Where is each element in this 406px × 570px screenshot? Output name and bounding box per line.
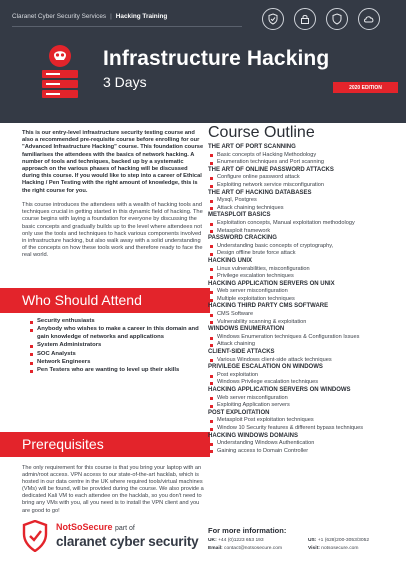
- outline-section-heading: HACKING APPLICATION SERVERS ON UNIX: [208, 280, 335, 287]
- outline-item: Attack chaining techniques: [208, 205, 400, 213]
- notsosecure-shield-icon: [22, 520, 48, 552]
- shield-check-icon: [262, 8, 284, 30]
- prereq-body: The only requirement for this course is that you bring your laptop with an admin/root access. VPN access to our state-of-the-art hacklab, which is hosted in our data centre in the UK where required tools/virtual machines (VMs) will be found, will be provided during the course. We also provide a dedicated Kali VM to each attendee on the hacklab, so you don't need to bring any VMs with you, all you need is to install the VPN client and you are good to go!: [22, 465, 204, 514]
- outline-item: Gaining access to Domain Controller: [208, 448, 400, 456]
- attend-title: Who Should Attend: [22, 292, 142, 308]
- brand-footer: [22, 518, 217, 563]
- outline-section-heading: THE ART OF ONLINE PASSWORD ATTACKS: [208, 166, 334, 173]
- outline-item: Exploiting network service misconfiguration: [208, 182, 400, 190]
- shield-icon: [326, 8, 348, 30]
- outline-section-heading: CLIENT-SIDE ATTACKS: [208, 349, 275, 356]
- outline-item: Understanding basic concepts of cryptography,: [208, 243, 400, 251]
- contact-visit: [308, 546, 358, 551]
- parent-brand: claranet cyber security: [56, 534, 199, 549]
- outline-section-heading: METASPLOIT BASICS: [208, 212, 271, 219]
- email-label: Email:: [208, 546, 223, 551]
- outline-item: Vulnerability scanning & exploitation: [208, 319, 400, 327]
- outline-section-heading: WINDOWS ENUMERATION: [208, 326, 285, 333]
- outline-item: Understanding Windows Authentication: [208, 440, 400, 448]
- course-duration: 3 Days: [103, 74, 147, 90]
- company-name: Claranet Cyber Security Services: [12, 13, 107, 20]
- email-link[interactable]: contact@notsosecure.com: [224, 546, 283, 551]
- contact-uk: [208, 538, 264, 543]
- outline-item: Windows Enumeration techniques & Configuration Issues: [208, 334, 400, 342]
- prereq-title: Prerequisites: [22, 436, 104, 452]
- brand-part-of: part of: [115, 525, 135, 532]
- outline-section-heading: HACKING APPLICATION SERVERS ON WINDOWS: [208, 387, 351, 393]
- intro-body: This course introduces the attendees with a wealth of hacking tools and techniques crucial in getting started in this dynamic field of hacking. The course begins with laying a foundation for everyone by discussing the basic concepts and gradually builds up to the level where attendees not only use the tools and techniques to hack various components involved in infrastructure hacking, but also walk away with a solid understanding of the concepts on how these tools work and therefore ready to face the real world.: [22, 202, 203, 259]
- topbar-divider: [12, 26, 242, 27]
- list-item: SOC Analysts: [30, 351, 210, 358]
- outline-item: Attack chaining: [208, 341, 400, 349]
- header-banner: [0, 0, 406, 123]
- outline-section-heading: HACKING UNIX: [208, 257, 253, 264]
- list-item: Network Engineers: [30, 359, 210, 366]
- outline-item: Multiple exploitation techniques: [208, 296, 400, 304]
- visit-label: Visit:: [308, 546, 320, 551]
- outline-item: Configure online password attack: [208, 174, 400, 182]
- category-label: Hacking Training: [115, 13, 168, 20]
- uk-label: UK:: [208, 538, 217, 543]
- outline-item: Enumeration techniques and Port scanning: [208, 159, 400, 167]
- outline-item: Various Windows client-side attack techniques: [208, 357, 400, 365]
- outline-item: Mysql, Postgres: [208, 197, 400, 205]
- brand-name: [56, 522, 135, 532]
- topbar: [12, 13, 167, 20]
- outline-item: Exploiting Application servers: [208, 402, 400, 410]
- us-label: US:: [308, 538, 317, 543]
- outline-section-heading: HACKING WINDOWS DOMAINS: [208, 432, 298, 439]
- outline-item: CMS Software: [208, 311, 400, 319]
- list-item: Security enthusiasts: [30, 318, 210, 325]
- outline-section-heading: THE ART OF HACKING DATABASES: [208, 189, 312, 196]
- outline-section-heading: THE ART OF PORT SCANNING: [208, 144, 296, 150]
- brand-name-text: NotSoSecure: [56, 522, 113, 532]
- list-item: Pen Testers who are wanting to level up their skills: [30, 367, 210, 374]
- topbar-separator: |: [110, 13, 112, 20]
- cloud-icon: [358, 8, 380, 30]
- outline-item: Privilege escalation techniques: [208, 273, 400, 281]
- outline-item: Metasploit Post exploitation techniques: [208, 417, 400, 425]
- outline-section-heading: PASSWORD CRACKING: [208, 235, 277, 242]
- us-phone: +1 (628)200-3053/3052: [317, 538, 370, 543]
- outline-section-heading: PRIVILEGE ESCALATION ON WINDOWS: [208, 364, 323, 371]
- header-icons: [262, 8, 390, 30]
- edition-badge: 2020 EDITION: [333, 82, 398, 93]
- list-item: Anybody who wishes to make a career in this domain and gain knowledge of networks and applications: [30, 326, 210, 341]
- outline-section-heading: HACKING THIRD PARTY CMS SOFTWARE: [208, 303, 329, 310]
- outline-item: Web server misconfiguration: [208, 395, 400, 403]
- outline-item: Basic concepts of Hacking Methodology: [208, 152, 400, 160]
- outline-section-heading: POST EXPLOITATION: [208, 409, 270, 416]
- lock-icon: [294, 8, 316, 30]
- skull-server-icon: [40, 43, 80, 101]
- outline-item: Window 10 Security features & different bypass techniques: [208, 425, 400, 433]
- outline-item: Design offline brute force attack: [208, 250, 400, 258]
- outline-item: Post exploitation: [208, 372, 400, 380]
- outline-item: Metasploit framework: [208, 228, 400, 236]
- outline-title: Course Outline: [208, 124, 315, 141]
- contact-email: [208, 546, 282, 551]
- course-outline: [208, 144, 400, 455]
- list-item: System Administrators: [30, 342, 210, 349]
- contact-us: [308, 538, 369, 543]
- outline-item: Exploitation concepts, Manual exploitation methodology: [208, 220, 400, 228]
- uk-phone: +44 (0)1223 653 193: [218, 538, 264, 543]
- intro-summary: This is our entry-level infrastructure security testing course and also a recommended pre-requisite course before enrolling for our "Advanced Infrastructure Hacking" course. This foundation course familiarises the attendees with the basics of network hacking. A number of tools and techniques, backed up by a systematic approach on the various phases of hacking will be discussed during this course. If you would like to step into a career of Ethical Hacking / Pen Testing with the right amount of knowledge, this is the right course for you.: [22, 130, 204, 194]
- outline-item: Linux vulnerabilities, misconfiguration: [208, 266, 400, 274]
- course-title: Infrastructure Hacking: [103, 47, 330, 70]
- attend-list: [30, 318, 210, 376]
- outline-item: Windows Privilege escalation techniques: [208, 379, 400, 387]
- contact-title: For more information:: [208, 526, 287, 535]
- outline-item: Web server misconfiguration: [208, 288, 400, 296]
- website-link[interactable]: notsosecure.com: [321, 546, 359, 551]
